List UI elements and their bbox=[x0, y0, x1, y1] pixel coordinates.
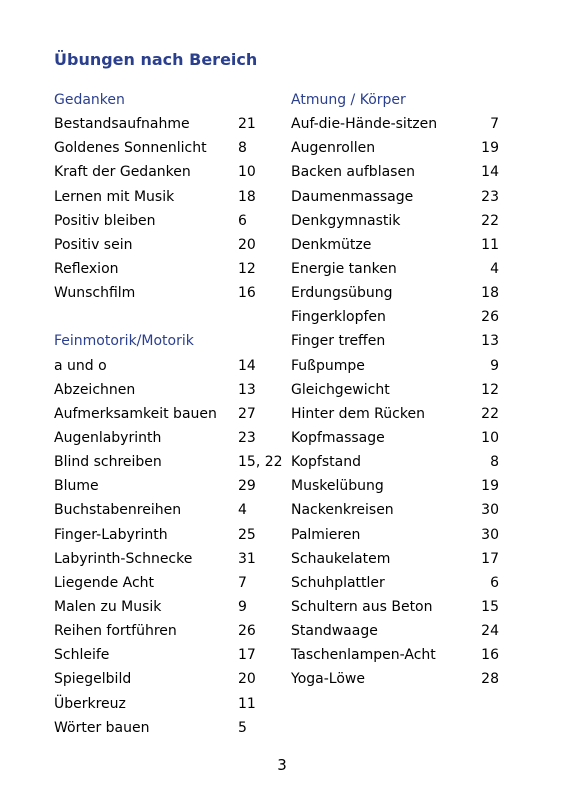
list-item bbox=[291, 305, 499, 329]
exercise-page: 6 bbox=[490, 574, 499, 591]
section-heading-feinmotorik: Feinmotorik/Motorik bbox=[54, 333, 194, 350]
exercise-page: 10 bbox=[238, 164, 256, 181]
exercise-name: Malen zu Musik bbox=[54, 598, 162, 615]
exercise-name: Blume bbox=[54, 478, 99, 495]
exercise-list-atmung bbox=[291, 112, 499, 691]
exercise-page: 27 bbox=[238, 405, 256, 422]
exercise-name: Standwaage bbox=[291, 623, 378, 640]
list-item bbox=[291, 209, 499, 233]
exercise-page: 17 bbox=[481, 550, 499, 567]
exercise-page: 11 bbox=[238, 695, 256, 712]
exercise-page: 5 bbox=[238, 719, 247, 736]
exercise-page: 8 bbox=[238, 140, 247, 157]
exercise-list-gedanken bbox=[54, 112, 260, 305]
list-item bbox=[54, 402, 260, 426]
exercise-name: Reihen fortführen bbox=[54, 623, 177, 640]
exercise-name: Palmieren bbox=[291, 526, 361, 543]
exercise-page: 4 bbox=[238, 502, 247, 519]
exercise-name: Lernen mit Musik bbox=[54, 188, 175, 205]
exercise-name: Nackenkreisen bbox=[291, 502, 394, 519]
exercise-page: 12 bbox=[481, 381, 499, 398]
exercise-page: 13 bbox=[238, 381, 256, 398]
list-item bbox=[291, 354, 499, 378]
list-item bbox=[54, 281, 260, 305]
exercise-page: 4 bbox=[490, 260, 499, 277]
exercise-name: Denkmütze bbox=[291, 236, 372, 253]
exercise-page: 15, 22 bbox=[238, 454, 283, 471]
exercise-page: 14 bbox=[481, 164, 499, 181]
exercise-name: Denkgymnastik bbox=[291, 212, 401, 229]
list-item bbox=[291, 378, 499, 402]
exercise-page: 18 bbox=[481, 285, 499, 302]
list-item bbox=[291, 571, 499, 595]
exercise-name: Bestandsaufnahme bbox=[54, 116, 190, 133]
list-item bbox=[54, 426, 260, 450]
list-item bbox=[291, 233, 499, 257]
exercise-page: 16 bbox=[238, 285, 256, 302]
exercise-page: 9 bbox=[238, 598, 247, 615]
exercise-page: 22 bbox=[481, 405, 499, 422]
exercise-page: 19 bbox=[481, 478, 499, 495]
exercise-name: Schuhplattler bbox=[291, 574, 385, 591]
exercise-name: Wörter bauen bbox=[54, 719, 150, 736]
list-item bbox=[54, 523, 260, 547]
exercise-page: 15 bbox=[481, 598, 499, 615]
exercise-name: Aufmerksamkeit bauen bbox=[54, 405, 217, 422]
list-item bbox=[54, 112, 260, 136]
exercise-name: Energie tanken bbox=[291, 260, 397, 277]
exercise-page: 23 bbox=[238, 429, 256, 446]
exercise-page: 6 bbox=[238, 212, 247, 229]
list-item bbox=[291, 112, 499, 136]
list-item bbox=[291, 160, 499, 184]
exercise-page: 25 bbox=[238, 526, 256, 543]
list-item bbox=[54, 692, 260, 716]
exercise-page: 26 bbox=[238, 623, 256, 640]
exercise-name: Fußpumpe bbox=[291, 357, 365, 374]
exercise-name: Auf-die-Hände-sitzen bbox=[291, 116, 438, 133]
exercise-name: Schultern aus Beton bbox=[291, 598, 433, 615]
exercise-page: 9 bbox=[490, 357, 499, 374]
list-item bbox=[54, 233, 260, 257]
exercise-name: Fingerklopfen bbox=[291, 309, 386, 326]
exercise-name: Kopfmassage bbox=[291, 429, 385, 446]
section-heading-atmung: Atmung / Körper bbox=[291, 92, 406, 108]
list-item bbox=[291, 450, 499, 474]
exercise-page: 30 bbox=[481, 526, 499, 543]
exercise-name: Schaukelatem bbox=[291, 550, 391, 567]
list-item bbox=[291, 257, 499, 281]
right-column bbox=[291, 88, 499, 692]
exercise-name: Muskelübung bbox=[291, 478, 384, 495]
list-item bbox=[54, 136, 260, 160]
exercise-name: Backen aufblasen bbox=[291, 164, 415, 181]
exercise-page: 21 bbox=[238, 116, 256, 133]
exercise-page: 16 bbox=[481, 647, 499, 664]
page-title: Übungen nach Bereich bbox=[54, 50, 258, 69]
page-number: 3 bbox=[277, 756, 287, 774]
list-item bbox=[291, 619, 499, 643]
exercise-name: Goldenes Sonnenlicht bbox=[54, 140, 207, 157]
list-item bbox=[291, 595, 499, 619]
list-item bbox=[54, 378, 260, 402]
exercise-name: Wunschfilm bbox=[54, 285, 136, 302]
exercise-name: Kraft der Gedanken bbox=[54, 164, 191, 181]
list-item bbox=[291, 474, 499, 498]
exercise-page: 26 bbox=[481, 309, 499, 326]
exercise-page: 19 bbox=[481, 140, 499, 157]
exercise-name: Finger-Labyrinth bbox=[54, 526, 168, 543]
exercise-name: a und o bbox=[54, 357, 107, 374]
exercise-page: 24 bbox=[481, 623, 499, 640]
exercise-page: 11 bbox=[481, 236, 499, 253]
list-item bbox=[54, 209, 260, 233]
list-item bbox=[54, 354, 260, 378]
exercise-page: 30 bbox=[481, 502, 499, 519]
exercise-name: Überkreuz bbox=[54, 695, 126, 712]
exercise-page: 17 bbox=[238, 647, 256, 664]
list-item bbox=[291, 281, 499, 305]
exercise-page: 14 bbox=[238, 357, 256, 374]
exercise-name: Hinter dem Rücken bbox=[291, 405, 425, 422]
section-heading-gedanken: Gedanken bbox=[54, 92, 125, 108]
exercise-page: 28 bbox=[481, 671, 499, 688]
exercise-name: Positiv sein bbox=[54, 236, 133, 253]
list-item bbox=[54, 498, 260, 522]
exercise-name: Taschenlampen-Acht bbox=[291, 647, 436, 664]
exercise-name: Reflexion bbox=[54, 260, 119, 277]
exercise-name: Spiegelbild bbox=[54, 671, 132, 688]
exercise-page: 10 bbox=[481, 429, 499, 446]
list-item bbox=[54, 571, 260, 595]
list-item bbox=[291, 402, 499, 426]
list-item bbox=[291, 547, 499, 571]
exercise-name: Gleichgewicht bbox=[291, 381, 390, 398]
exercise-name: Abzeichnen bbox=[54, 381, 136, 398]
list-item bbox=[291, 426, 499, 450]
exercise-name: Blind schreiben bbox=[54, 454, 162, 471]
exercise-name: Erdungsübung bbox=[291, 285, 393, 302]
exercise-page: 13 bbox=[481, 333, 499, 350]
exercise-name: Augenlabyrinth bbox=[54, 429, 162, 446]
exercise-name: Finger treffen bbox=[291, 333, 386, 350]
exercise-name: Liegende Acht bbox=[54, 574, 155, 591]
exercise-page: 7 bbox=[238, 574, 247, 591]
list-item bbox=[54, 619, 260, 643]
exercise-name: Daumenmassage bbox=[291, 188, 414, 205]
list-item bbox=[54, 160, 260, 184]
list-item bbox=[291, 329, 499, 353]
exercise-page: 12 bbox=[238, 260, 256, 277]
list-item bbox=[291, 667, 499, 691]
exercise-name: Kopfstand bbox=[291, 454, 361, 471]
list-item bbox=[54, 667, 260, 691]
exercise-page: 22 bbox=[481, 212, 499, 229]
list-item bbox=[54, 185, 260, 209]
list-item bbox=[54, 474, 260, 498]
list-item bbox=[291, 498, 499, 522]
exercise-name: Labyrinth-Schnecke bbox=[54, 550, 193, 567]
exercise-page: 8 bbox=[490, 454, 499, 471]
list-item bbox=[54, 595, 260, 619]
list-item bbox=[54, 716, 260, 740]
exercise-page: 23 bbox=[481, 188, 499, 205]
list-item bbox=[291, 523, 499, 547]
list-item bbox=[291, 185, 499, 209]
section-spacer bbox=[54, 305, 260, 329]
list-item bbox=[54, 547, 260, 571]
list-item bbox=[54, 643, 260, 667]
exercise-page: 7 bbox=[490, 116, 499, 133]
list-item bbox=[54, 450, 283, 474]
list-item bbox=[54, 257, 260, 281]
exercise-name: Buchstabenreihen bbox=[54, 502, 182, 519]
left-column bbox=[54, 88, 283, 740]
exercise-page: 20 bbox=[238, 236, 256, 253]
exercise-list-feinmotorik bbox=[54, 354, 283, 740]
exercise-name: Schleife bbox=[54, 647, 110, 664]
exercise-name: Yoga-Löwe bbox=[291, 671, 365, 688]
exercise-page: 29 bbox=[238, 478, 256, 495]
exercise-page: 31 bbox=[238, 550, 256, 567]
exercise-name: Augenrollen bbox=[291, 140, 376, 157]
exercise-name: Positiv bleiben bbox=[54, 212, 156, 229]
list-item bbox=[291, 643, 499, 667]
exercise-page: 18 bbox=[238, 188, 256, 205]
list-item bbox=[291, 136, 499, 160]
exercise-page: 20 bbox=[238, 671, 256, 688]
